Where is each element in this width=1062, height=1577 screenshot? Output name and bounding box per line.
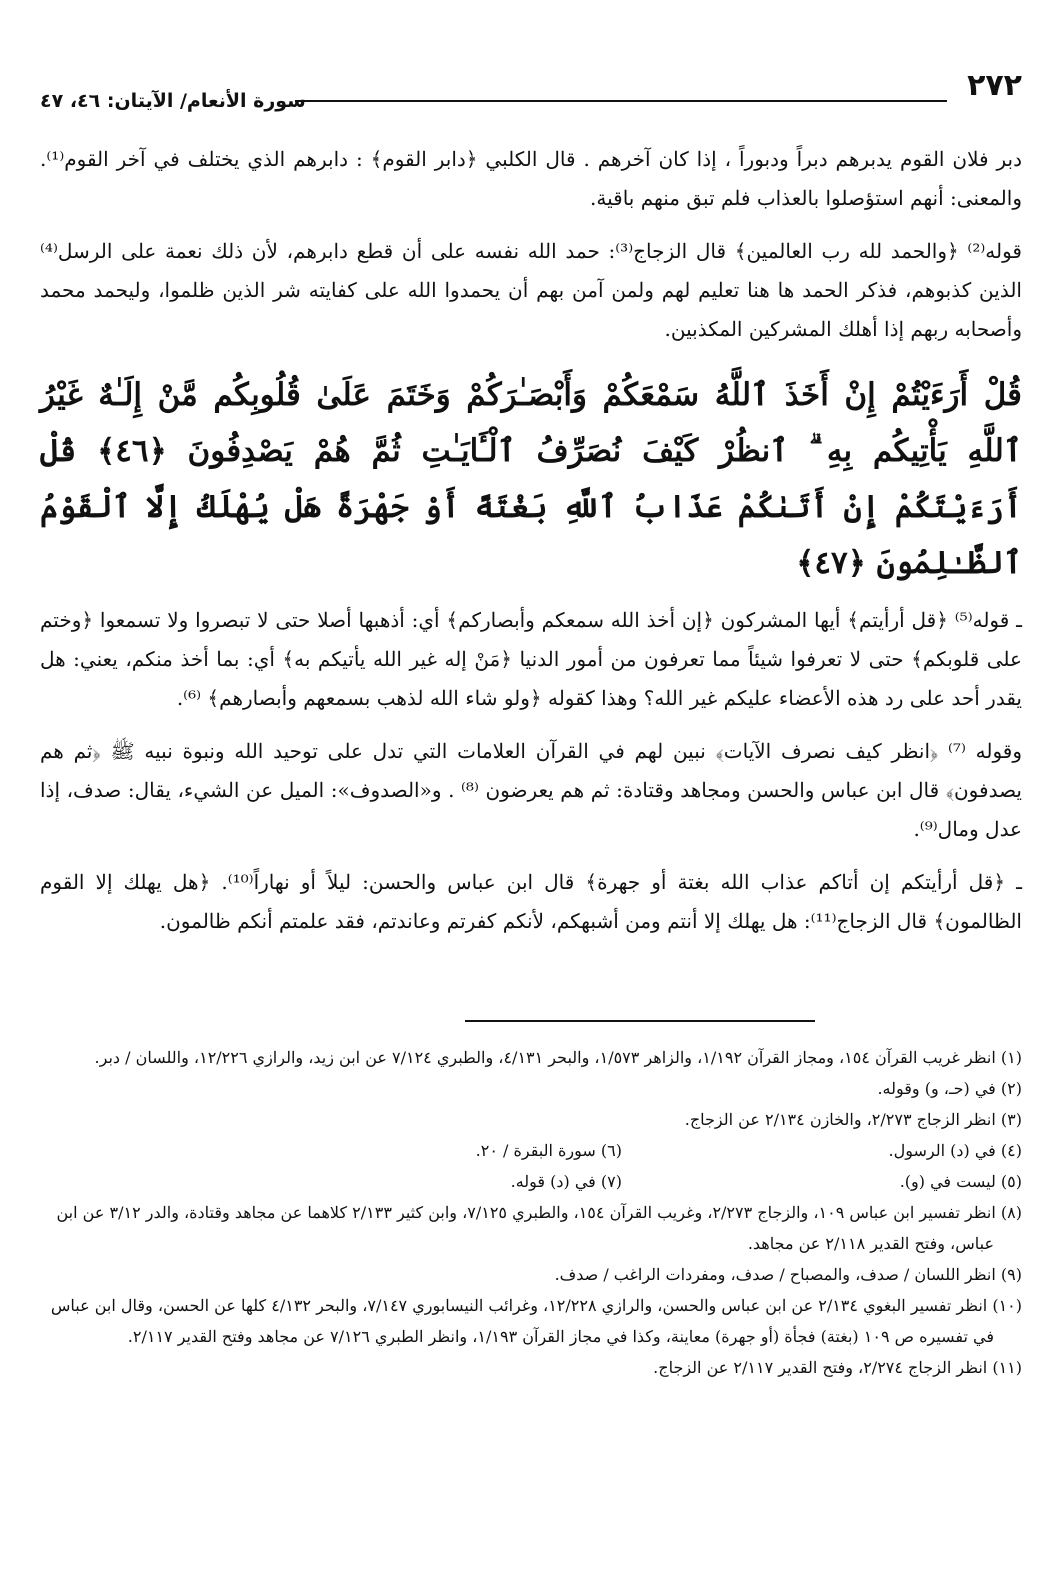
footnote-4: (٤) في (د) الرسول.: [888, 1141, 1022, 1160]
running-title: سورة الأنعام/ الآيتان: ٤٦، ٤٧: [40, 90, 306, 112]
footnote-11: (١١) انظر الزجاج ٢/٢٧٤، وفتح القدير ٢/١١٧ عن الزجاج.: [653, 1358, 1022, 1377]
page-number: ٢٧٢: [967, 68, 1022, 103]
footnote-8: (٨) انظر تفسير ابن عباس ١٠٩، والزجاج ٢/٢٧٣، وغريب القرآن ١٥٤، والطبري ٧/١٢٥، وابن كثير ٢/١٣٣ كلاهما عن مجاهد وقتادة، والدر ٣/١٢ عن ابن عباس، وفتح القدير ٢/١١٨ عن مجاهد.: [56, 1203, 1022, 1253]
paragraph-3: ـ قوله⁽⁵⁾ ﴿قل أرأيتم﴾ أيها المشركون ﴿إن أخذ الله سمعكم وأبصاركم﴾ أي: أذهبها أصلا حتى لا تبصروا ولا تسمعوا ﴿وختم على قلوبكم﴾ حتى لا تعرفوا شيئاً مما تعرفون من أمور الدنيا ﴿مَنْ إله غير الله يأتيكم به﴾ أي: بما أخذ منكم، يعني: هل يقدر أحد على رد هذه الأعضاء عليكم غير الله؟ وهذا كقوله ﴿ولو شاء الله لذهب بسمعهم وأبصارهم﴾ ⁽⁶⁾.: [40, 608, 1022, 710]
footnote-2: (٢) في (حـ، و) وقوله.: [877, 1079, 1022, 1098]
page: [40, 60, 1023, 1377]
paragraph-5: ـ ﴿قل أرأيتكم إن أتاكم عذاب الله بغتة أو جهرة﴾ قال ابن عباس والحسن: ليلاً أو نهاراً⁽¹⁰⁾. ﴿هل يهلك إلا القوم الظالمون﴾ قال الزجاج⁽¹¹⁾: هل يهلك إلا أنتم ومن أشبهكم، لأنكم كفرتم وعاندتم، فقد علمتم أنكم ظالمون.: [40, 870, 1023, 933]
footnote-rule: [465, 1020, 815, 1022]
page-header: [40, 60, 1022, 112]
paragraph-2: قوله⁽²⁾ ﴿والحمد لله رب العالمين﴾ قال الزجاج⁽³⁾: حمد الله نفسه على أن قطع دابرهم، لأن ذلك نعمة على الرسل⁽⁴⁾ الذين كذبوهم، فذكر الحمد ها هنا تعليم لهم ولمن آمن بهم أن يحمدوا الله على كفايته شر الذين ظلموا، وليحمد محمد وأصحابه ربهم إذا أهلك المشركين المكذبين.: [40, 239, 1022, 341]
footnote-1: (١) انظر غريب القرآن ١٥٤، ومجاز القرآن ١/١٩٢، والزاهر ١/٥٧٣، والبحر ٤/١٣١، والطبري ٧/١٢٤ عن ابن زيد، والرازي ١٢/٢٢٦، واللسان / دبر.: [94, 1048, 1022, 1067]
footnote-7: (٧) في (د) قوله.: [510, 1172, 622, 1191]
footnote-9: (٩) انظر اللسان / صدف، والمصباح / صدف، ومفردات الراغب / صدف.: [554, 1265, 1022, 1284]
paragraph-1: دبر فلان القوم يدبرهم دبراً ودبوراً ، إذا كان آخرهم . قال الكلبي ﴿دابر القوم﴾ : دابرهم الذي يختلف في آخر القوم⁽¹⁾. والمعنى: أنهم استؤصلوا بالعذاب فلم تبق منهم باقية.: [40, 147, 1022, 210]
footnote-6: (٦) سورة البقرة / ٢٠.: [475, 1141, 622, 1160]
quran-verse: قُلْ أَرَءَيْتُمْ إِنْ أَخَذَ ٱللَّهُ سَمْعَكُمْ وَأَبْصَـٰرَكُمْ وَخَتَمَ عَلَىٰ قُلُوبِكُم مَّنْ إِلَـٰهٌ غَيْرُ ٱللَّهِ يَأْتِيكُم بِهِ ۗ ٱنظُرْ كَيْفَ نُصَرِّفُ ٱلْـَٔايَـٰتِ ثُمَّ هُمْ يَصْدِفُونَ ﴿٤٦﴾ قُلْ أَرَءَيْتَكُمْ إِنْ أَتَىٰكُمْ عَذَابُ ٱللَّهِ بَغْتَةً أَوْ جَهْرَةً هَلْ يُهْلَكُ إِلَّا ٱلْقَوْمُ ٱلظَّـٰلِمُونَ ﴿٤٧﴾: [40, 377, 1022, 581]
body-text: [40, 140, 1022, 941]
header-rule: [295, 100, 947, 102]
footnote-10: (١٠) انظر تفسير البغوي ٢/١٣٤ عن ابن عباس والحسن، والرازي ١٢/٢٢٨، وغرائب النيسابوري ٧/١٤٧، والبحر ٤/١٣٢ كلها عن الحسن، وقال ابن عباس في تفسيره ص ١٠٩ (بغتة) فجأة (أو جهرة) معاينة، وكذا في مجاز القرآن ١/١٩٣، وانظر الطبري ٧/١٢٦ عن مجاهد وفتح القدير ٢/١١٧.: [50, 1296, 1022, 1346]
footnote-row-5-7: [40, 1166, 1022, 1197]
footnote-3: (٣) انظر الزجاج ٢/٢٧٣، والخازن ٢/١٣٤ عن الزجاج.: [684, 1110, 1022, 1129]
paragraph-4: وقوله ⁽⁷⁾ ﴿انظر كيف نصرف الآيات﴾ نبين لهم في القرآن العلامات التي تدل على توحيد الله ونبوة نبيه ﷺ ﴿ثم هم يصدفون﴾ قال ابن عباس والحسن ومجاهد وقتادة: ثم هم يعرضون ⁽⁸⁾ . و«الصدوف»: الميل عن الشيء، يقال: صدف، إذا عدل ومال⁽⁹⁾.: [40, 739, 1022, 841]
footnotes: [40, 1042, 1022, 1383]
footnote-row-4-6: [40, 1135, 1022, 1166]
footnote-5: (٥) ليست في (و).: [899, 1172, 1022, 1191]
